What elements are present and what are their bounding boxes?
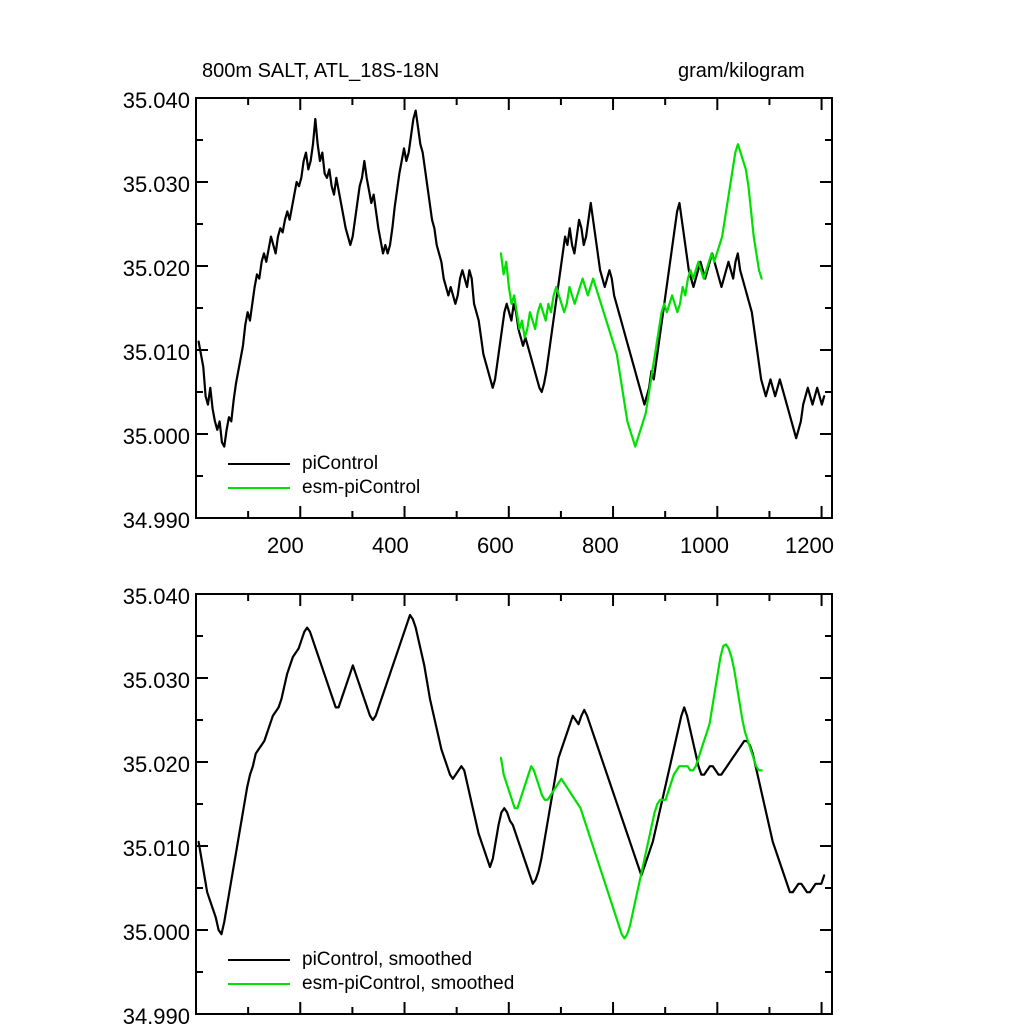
y-tick-label: 35.020	[122, 752, 190, 777]
legend-label: esm-piControl, smoothed	[302, 973, 515, 994]
x-tick-label: 800	[582, 533, 619, 558]
panel-title: 800m SALT, ATL_18S-18N	[202, 60, 440, 82]
x-tick-label: 1200	[785, 533, 834, 558]
legend-label: esm-piControl	[302, 477, 421, 498]
y-tick-label: 34.990	[122, 508, 190, 533]
y-tick-label: 35.030	[122, 172, 190, 197]
y-tick-label: 35.000	[122, 920, 190, 945]
y-tick-label: 35.000	[122, 424, 190, 449]
y-tick-label: 35.020	[122, 256, 190, 281]
y-tick-label: 35.040	[122, 584, 190, 609]
y-tick-label: 35.040	[122, 88, 190, 113]
x-tick-label: 1000	[680, 533, 729, 558]
panel-units-label: gram/kilogram	[678, 60, 805, 82]
legend-label: piControl, smoothed	[302, 949, 473, 970]
y-tick-label: 35.010	[122, 340, 190, 365]
legend-label: piControl	[302, 453, 379, 474]
y-tick-label: 35.010	[122, 836, 190, 861]
y-tick-label: 34.990	[122, 1004, 190, 1029]
x-tick-label: 600	[477, 533, 514, 558]
x-tick-label: 200	[267, 533, 304, 558]
x-tick-label: 400	[372, 533, 409, 558]
y-tick-label: 35.030	[122, 668, 190, 693]
chart-panel-bottom	[0, 560, 1024, 1029]
plot-area-bottom	[0, 560, 1024, 1024]
